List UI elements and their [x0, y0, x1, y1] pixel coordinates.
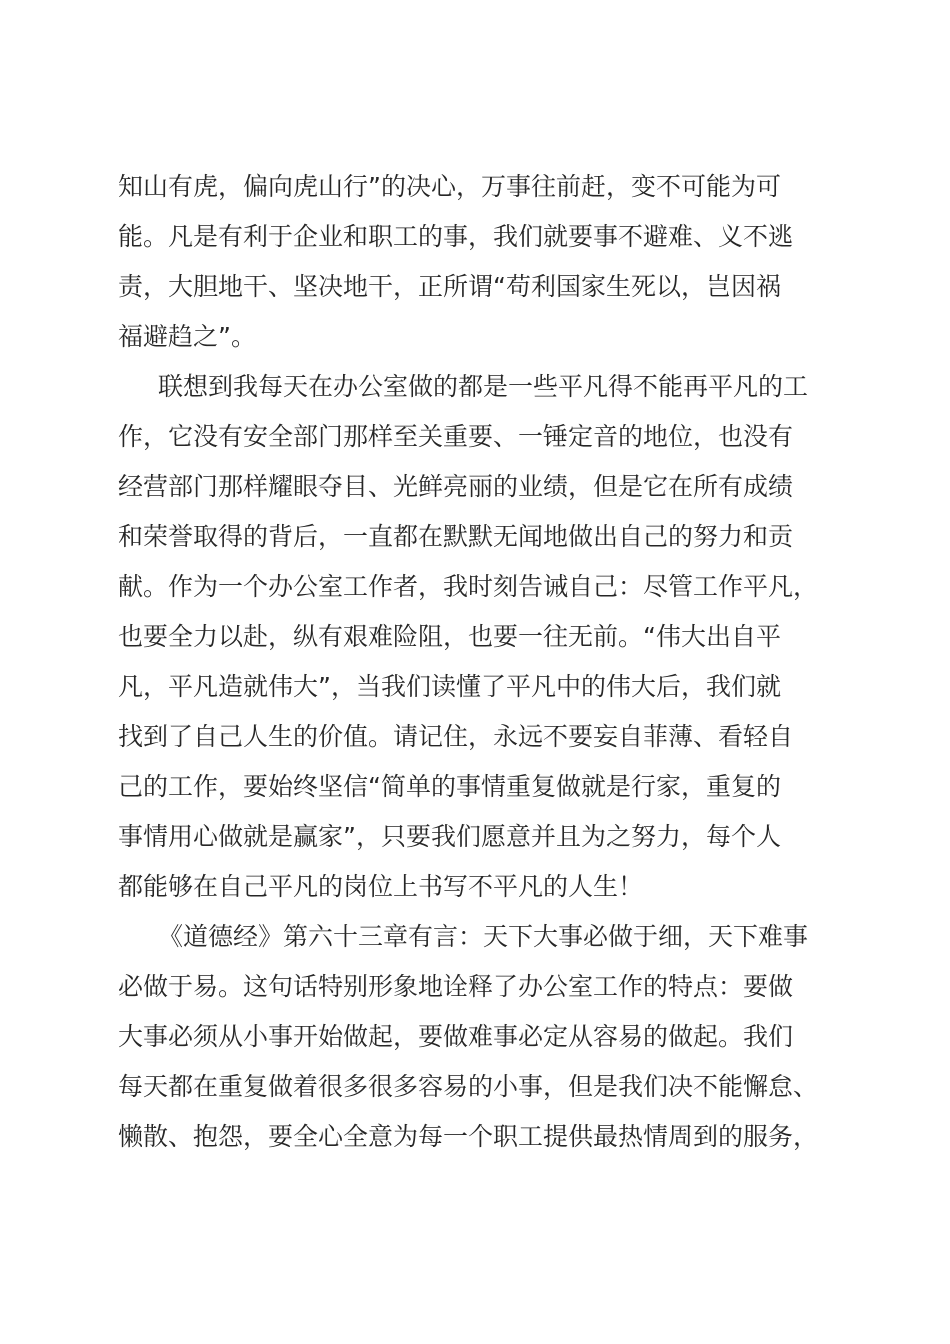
- paragraph-first-line: 联想到我每天在办公室做的都是一些平凡得不能再平凡的工: [158, 372, 809, 401]
- text-line: 懒散、抱怨，要全心全意为每一个职工提供最热情周到的服务，: [118, 1122, 819, 1151]
- text-line: 福避趋之”。: [118, 322, 256, 351]
- text-line: 能。凡是有利于企业和职工的事，我们就要事不避难、义不逃: [118, 222, 794, 251]
- text-line: 和荣誉取得的背后，一直都在默默无闻地做出自己的努力和贡: [118, 522, 794, 551]
- text-line: 事情用心做就是赢家”，只要我们愿意并且为之努力，每个人: [118, 822, 781, 851]
- text-line: 己的工作，要始终坚信“简单的事情重复做就是行家，重复的: [118, 772, 781, 801]
- text-line: 也要全力以赴，纵有艰难险阻，也要一往无前。“伟大出自平: [118, 622, 781, 651]
- text-line: 作，它没有安全部门那样至关重要、一锤定音的地位，也没有: [118, 422, 794, 451]
- text-line: 找到了自己人生的价值。请记住，永远不要妄自菲薄、看轻自: [118, 722, 794, 751]
- text-line: 责，大胆地干、坚决地干，正所谓“苟利国家生死以，岂因祸: [118, 272, 781, 301]
- text-line: 都能够在自己平凡的岗位上书写不平凡的人生！: [118, 872, 644, 901]
- text-line: 大事必须从小事开始做起，要做难事必定从容易的做起。我们: [118, 1022, 794, 1051]
- body-text: [118, 162, 834, 1162]
- text-line: 知山有虎，偏向虎山行”的决心，万事往前赶，变不可能为可: [118, 172, 781, 201]
- text-line: 经营部门那样耀眼夺目、光鲜亮丽的业绩，但是它在所有成绩: [118, 472, 794, 501]
- text-line: 每天都在重复做着很多很多容易的小事，但是我们决不能懈怠、: [118, 1072, 819, 1101]
- text-line: 凡，平凡造就伟大”，当我们读懂了平凡中的伟大后，我们就: [118, 672, 781, 701]
- text-line: 必做于易。这句话特别形象地诠释了办公室工作的特点：要做: [118, 972, 794, 1001]
- paragraph-first-line: 《道德经》第六十三章有言：天下大事必做于细，天下难事: [158, 922, 809, 951]
- text-line: 献。作为一个办公室工作者，我时刻告诫自己：尽管工作平凡，: [118, 572, 819, 601]
